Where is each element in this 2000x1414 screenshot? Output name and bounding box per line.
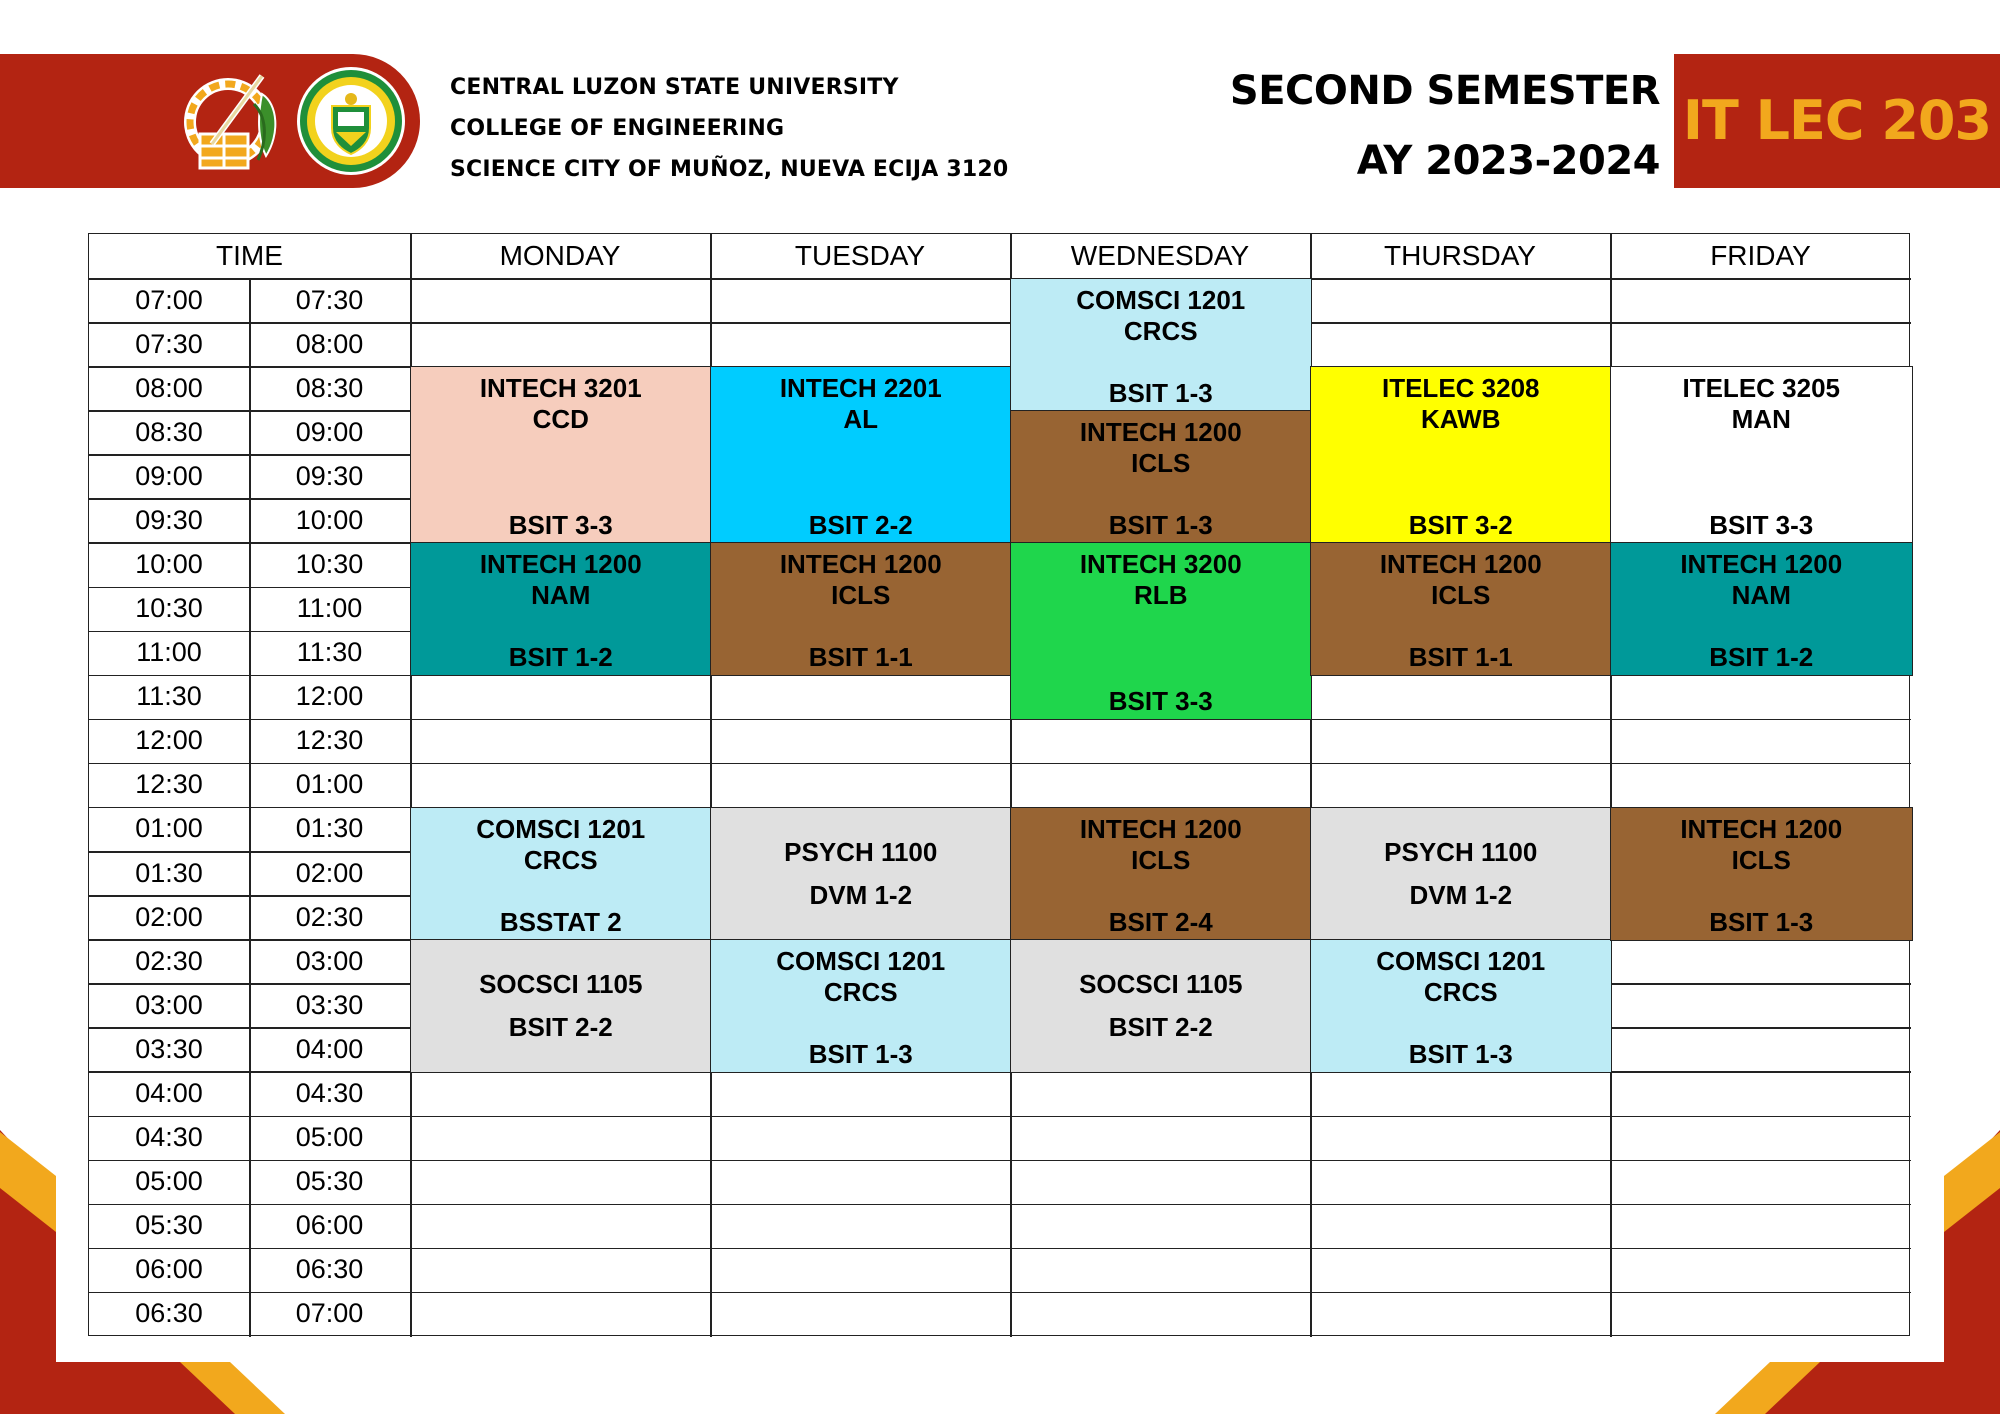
- class-instructor: AL: [843, 404, 879, 435]
- time-start: 07:00: [135, 284, 203, 315]
- class-block: [1610, 542, 1913, 676]
- class-section: BSSTAT 2: [499, 906, 622, 937]
- class-block: [410, 542, 712, 676]
- day-header-monday: MONDAY: [499, 240, 621, 271]
- time-start: 01:00: [135, 813, 203, 844]
- time-end: 09:00: [295, 416, 364, 447]
- time-start: 01:30: [135, 857, 203, 888]
- day-header-friday: FRIDAY: [1710, 240, 1811, 271]
- class-instructor: ICLS: [1431, 580, 1491, 611]
- class-block: [1010, 939, 1312, 1073]
- time-start: 08:30: [135, 416, 203, 447]
- time-end: 07:00: [295, 1298, 364, 1329]
- day-header-wednesday: WEDNESDAY: [1070, 240, 1250, 271]
- class-block: [1310, 807, 1612, 941]
- class-block: [710, 366, 1012, 544]
- class-code: SOCSCI 1105: [479, 968, 643, 999]
- time-header: TIME: [216, 240, 283, 271]
- class-code: PSYCH 1100: [784, 836, 938, 867]
- class-instructor: RLB: [1134, 580, 1188, 611]
- time-end: 11:00: [296, 593, 363, 624]
- class-instructor: CRCS: [1423, 977, 1498, 1008]
- time-end: 01:00: [295, 769, 364, 800]
- class-instructor: ICLS: [1131, 844, 1191, 875]
- time-start: 08:00: [135, 372, 203, 403]
- time-start: 02:30: [135, 945, 203, 976]
- class-block: [410, 939, 712, 1073]
- time-end: 03:30: [295, 989, 364, 1020]
- time-end: 01:30: [295, 813, 364, 844]
- class-code: INTECH 1200: [1079, 417, 1242, 448]
- time-start: 02:00: [135, 901, 203, 932]
- time-end: 10:30: [295, 549, 364, 579]
- class-section: BSIT 1-3: [1709, 906, 1814, 937]
- time-end: 07:30: [295, 284, 364, 315]
- class-block: [1310, 939, 1612, 1073]
- class-block: [410, 807, 712, 941]
- class-section: BSIT 3-3: [1108, 686, 1213, 717]
- class-section: BSIT 1-1: [808, 642, 913, 673]
- class-block: [1310, 542, 1612, 676]
- class-block: [710, 807, 1012, 941]
- time-end: 06:30: [295, 1254, 364, 1285]
- time-start: 12:30: [135, 769, 203, 800]
- time-start: 04:30: [135, 1122, 203, 1153]
- class-section: BSIT 1-2: [508, 642, 613, 673]
- class-instructor: KAWB: [1421, 404, 1501, 435]
- class-instructor: ICLS: [831, 580, 891, 611]
- time-end: 02:00: [295, 857, 364, 888]
- class-code: INTECH 3200: [1079, 549, 1242, 580]
- time-start: 11:00: [136, 637, 202, 668]
- time-start: 10:30: [135, 593, 203, 624]
- class-code: COMSCI 1201: [776, 946, 946, 977]
- class-section: BSIT 2-4: [1108, 906, 1213, 937]
- time-end: 02:30: [295, 901, 364, 932]
- class-code: INTECH 3201: [479, 373, 642, 404]
- class-code: PSYCH 1100: [1384, 836, 1538, 867]
- class-code: INTECH 1200: [479, 549, 642, 580]
- time-start: 03:00: [135, 989, 203, 1020]
- class-block: [1610, 366, 1913, 544]
- class-code: ITELEC 3208: [1381, 373, 1540, 404]
- class-block: [1310, 366, 1612, 544]
- class-code: COMSCI 1201: [476, 813, 646, 844]
- class-instructor: ICLS: [1731, 844, 1791, 875]
- time-start: 11:30: [136, 681, 202, 712]
- schedule-table: [88, 233, 1910, 1336]
- time-start: 10:00: [135, 549, 203, 579]
- class-section: BSIT 1-3: [1108, 509, 1213, 540]
- time-start: 04:00: [135, 1077, 203, 1108]
- class-block: [1010, 542, 1312, 720]
- class-code: INTECH 2201: [779, 373, 942, 404]
- time-start: 06:00: [135, 1254, 203, 1285]
- class-instructor: CRCS: [823, 977, 898, 1008]
- class-instructor: ICLS: [1131, 448, 1191, 479]
- day-header-thursday: THURSDAY: [1384, 240, 1536, 271]
- class-instructor: NAM: [531, 580, 591, 611]
- class-section: BSIT 3-3: [508, 509, 613, 540]
- class-block: [710, 939, 1012, 1073]
- class-instructor: NAM: [1731, 580, 1791, 611]
- class-code: INTECH 1200: [1379, 549, 1542, 580]
- class-code: COMSCI 1201: [1376, 946, 1546, 977]
- semester-label: SECOND SEMESTER: [1229, 68, 1660, 114]
- course-code-badge: IT LEC 203: [1674, 54, 2000, 188]
- class-code: INTECH 1200: [779, 549, 942, 580]
- time-start: 06:30: [135, 1298, 203, 1329]
- time-end: 11:30: [296, 637, 363, 668]
- time-start: 07:30: [135, 328, 203, 359]
- time-end: 09:30: [295, 460, 364, 491]
- time-start: 09:00: [135, 460, 203, 491]
- college-name: COLLEGE OF ENGINEERING: [450, 116, 785, 141]
- university-info: [450, 72, 1008, 195]
- class-section: BSIT 2-2: [1108, 1012, 1213, 1043]
- class-code: INTECH 1200: [1680, 813, 1843, 844]
- class-instructor: MAN: [1731, 404, 1791, 435]
- time-end: 12:00: [295, 681, 364, 712]
- time-end: 03:00: [295, 945, 364, 976]
- class-section: BSIT 1-3: [1408, 1038, 1513, 1069]
- class-code: INTECH 1200: [1079, 813, 1242, 844]
- class-section: BSIT 1-2: [1709, 642, 1814, 673]
- class-section: BSIT 1-3: [1108, 377, 1213, 408]
- time-end: 08:00: [295, 328, 364, 359]
- time-end: 06:00: [295, 1210, 364, 1241]
- time-start: 03:30: [135, 1033, 203, 1064]
- university-address: SCIENCE CITY OF MUÑOZ, NUEVA ECIJA 3120: [450, 157, 1009, 182]
- class-section: BSIT 1-3: [808, 1038, 913, 1069]
- time-start: 05:00: [135, 1166, 203, 1197]
- class-section: BSIT 3-2: [1408, 509, 1513, 540]
- class-code: SOCSCI 1105: [1079, 968, 1243, 999]
- class-section: BSIT 2-2: [508, 1012, 613, 1043]
- university-name: CENTRAL LUZON STATE UNIVERSITY: [450, 75, 899, 100]
- class-block: [710, 542, 1012, 676]
- time-end: 05:00: [295, 1122, 364, 1153]
- class-code: COMSCI 1201: [1076, 285, 1246, 315]
- time-start: 05:30: [135, 1210, 203, 1241]
- class-block: [1610, 807, 1913, 941]
- class-section: DVM 1-2: [1409, 880, 1513, 911]
- class-block: [1010, 410, 1312, 544]
- class-instructor: CRCS: [1123, 316, 1198, 346]
- class-code: ITELEC 3205: [1682, 373, 1840, 404]
- class-instructor: CCD: [532, 404, 589, 435]
- university-seal-icon: [296, 66, 406, 176]
- class-instructor: CRCS: [523, 844, 598, 875]
- time-end: 12:30: [295, 725, 364, 756]
- day-header-tuesday: TUESDAY: [794, 240, 926, 271]
- class-code: INTECH 1200: [1680, 549, 1843, 580]
- time-end: 04:30: [295, 1077, 364, 1108]
- class-section: BSIT 3-3: [1709, 509, 1814, 540]
- academic-year: AY 2023-2024: [1356, 138, 1660, 184]
- class-section: DVM 1-2: [809, 880, 913, 911]
- time-start: 12:00: [135, 725, 203, 756]
- class-section: BSIT 2-2: [808, 509, 913, 540]
- engineering-logo-icon: [178, 64, 286, 176]
- class-block: [1010, 807, 1312, 941]
- semester-info: [1230, 62, 1660, 202]
- time-end: 10:00: [295, 504, 364, 535]
- time-end: 08:30: [295, 372, 364, 403]
- time-end: 04:00: [295, 1033, 364, 1064]
- class-block: [410, 366, 712, 544]
- time-end: 05:30: [295, 1166, 364, 1197]
- time-start: 09:30: [135, 504, 203, 535]
- class-section: BSIT 1-1: [1408, 642, 1513, 673]
- class-block: [1010, 278, 1312, 412]
